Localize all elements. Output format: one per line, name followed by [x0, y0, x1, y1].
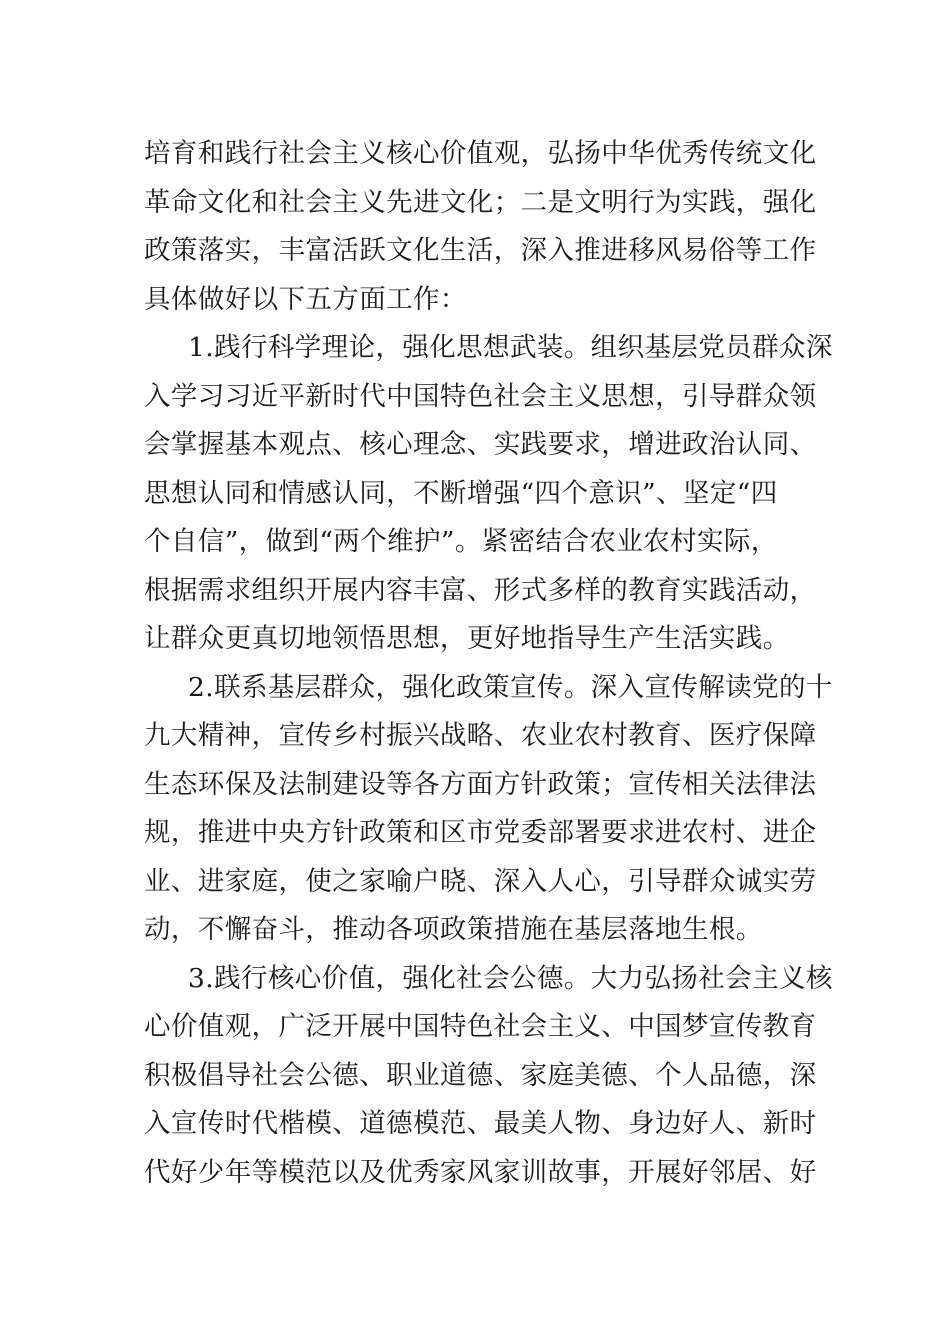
text-line: 动，不懈奋斗，推动各项政策措施在基层落地生根。 — [144, 914, 763, 945]
text-line: 业、进家庭，使之家喻户晓、深入人心，引导群众诚实劳 — [144, 865, 817, 897]
text-line: 让群众更真切地领悟思想，更好地指导生产生活实践。 — [144, 623, 790, 654]
body-text — [144, 130, 833, 1197]
text-line: 培育和践行社会主义核心价值观，弘扬中华优秀传统文化 — [144, 138, 817, 169]
text-line: 代好少年等模范以及优秀家风家训故事，开展好邻居、好 — [144, 1156, 817, 1188]
text-line: 入学习习近平新时代中国特色社会主义思想，引导群众领 — [144, 380, 817, 412]
text-line-first: 3.践行核心价值，强化社会公德。大力弘扬社会主义核 — [188, 962, 833, 994]
paragraph-item-2 — [144, 664, 833, 955]
text-line: 思想认同和情感认同，不断增强“四个意识”、坚定“四 — [144, 477, 778, 509]
text-line-first: 1.践行科学理论，强化思想武装。组织基层党员群众深 — [188, 332, 833, 363]
text-line: 积极倡导社会公德、职业道德、家庭美德、个人品德，深 — [144, 1059, 817, 1091]
paragraph-item-1 — [144, 324, 833, 664]
paragraph-item-3 — [144, 955, 833, 1198]
text-line: 生态环保及法制建设等各方面方针政策；宣传相关法律法 — [144, 768, 817, 800]
text-line: 革命文化和社会主义先进文化；二是文明行为实践，强化 — [144, 186, 817, 218]
text-line: 根据需求组织开展内容丰富、形式多样的教育实践活动， — [144, 574, 817, 606]
text-line: 会掌握基本观点、核心理念、实践要求，增进政治认同、 — [144, 429, 817, 460]
text-line: 具体做好以下五方面工作： — [144, 283, 467, 315]
text-line: 规，推进中央方针政策和区市党委部署要求进农村、进企 — [144, 817, 817, 848]
text-line: 九大精神，宣传乡村振兴战略、农业农村教育、医疗保障 — [144, 720, 817, 751]
paragraph-intro — [144, 130, 817, 324]
text-line: 入宣传时代楷模、道德模范、最美人物、身边好人、新时 — [144, 1108, 817, 1139]
text-line: 个自信”，做到“两个维护”。紧密结合农业农村实际， — [144, 526, 778, 557]
text-line: 政策落实，丰富活跃文化生活，深入推进移风易俗等工作 — [144, 235, 817, 266]
text-line: 心价值观，广泛开展中国特色社会主义、中国梦宣传教育 — [144, 1011, 817, 1042]
text-line-first: 2.联系基层群众，强化政策宣传。深入宣传解读党的十 — [188, 671, 833, 703]
